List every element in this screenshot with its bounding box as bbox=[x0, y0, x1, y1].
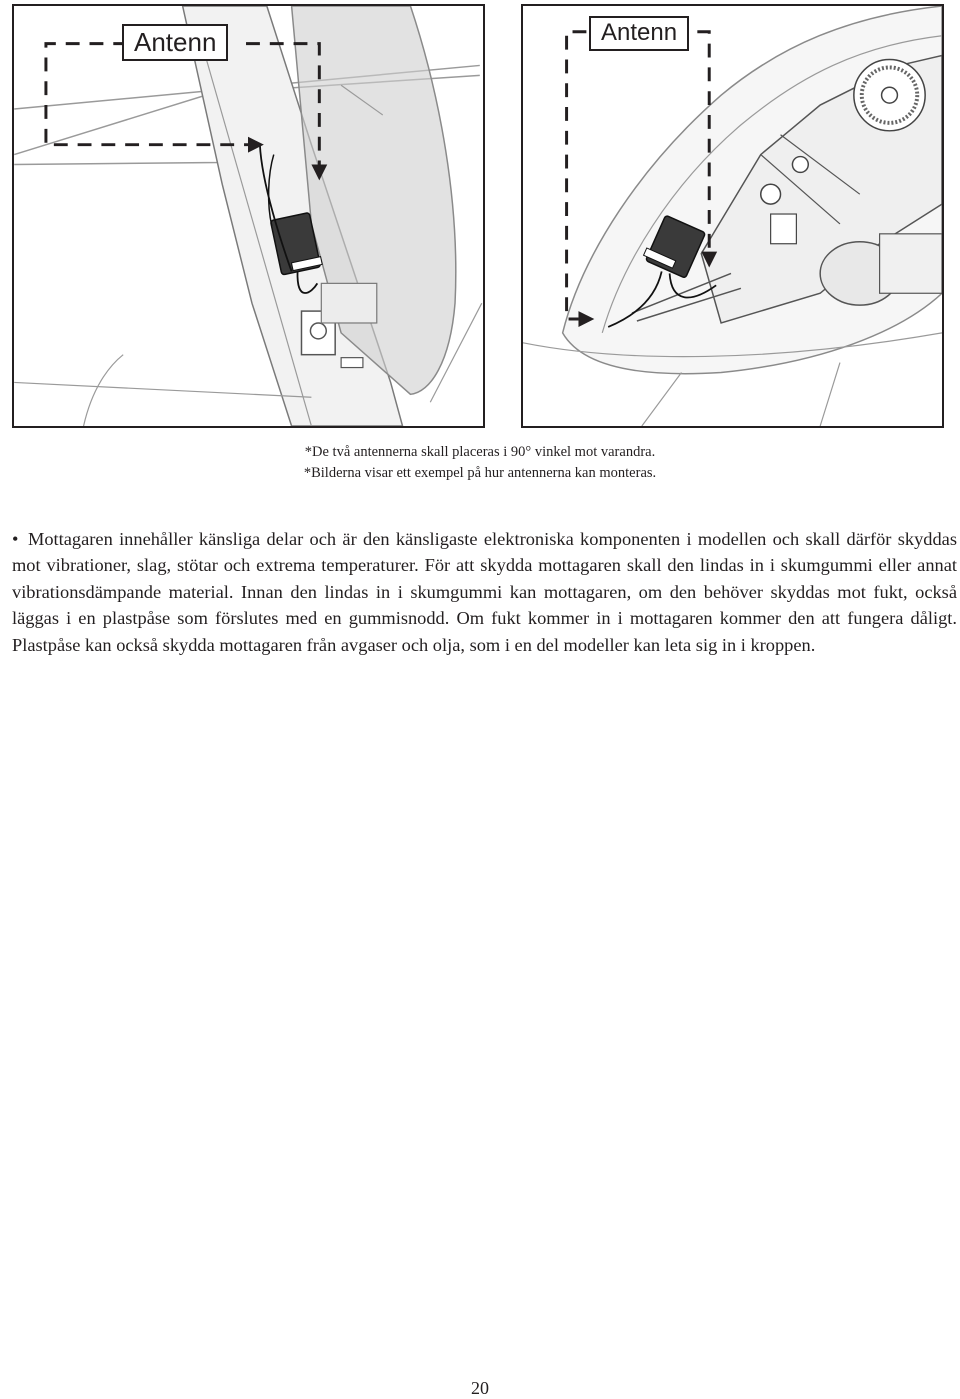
antenna-label-right: Antenn bbox=[589, 16, 689, 51]
bullet-icon: • bbox=[12, 529, 19, 549]
figure-caption-example: *Bilderna visar ett exempel på hur antennerna kan monteras. bbox=[303, 465, 657, 481]
body-paragraph-text: Mottagaren innehåller känsliga delar och är den känsligaste elektroniska komponenten i modellen och skall därför skyddas mot vibrationer, slag, stötar och extrema temperaturer. För att skydda mottagaren skall den lindas in i skumgummi eller annat vibrationsdämpande material. Innan den lindas in i skumgummi kan mottagaren, om den behöver skyddas mot fukt, också läggas i en plastpåse som förslutes med en gummisnodd. Om fukt kommer in i mottagaren kommer den att fungera dåligt. Plastpåse kan också skydda mottagaren från avgaser och olja, som i en del modeller kan leta sig in i kroppen. bbox=[12, 529, 957, 655]
airplane-illustration bbox=[14, 6, 483, 426]
antenna-label-left: Antenn bbox=[122, 24, 228, 61]
helicopter-illustration bbox=[523, 6, 942, 426]
figure-helicopter bbox=[521, 4, 944, 428]
page-number: 20 bbox=[471, 1378, 489, 1398]
figure-caption-angle: *De två antennerna skall placeras i 90° vinkel mot varandra. bbox=[304, 444, 656, 460]
figure-airplane bbox=[12, 4, 485, 428]
body-paragraph bbox=[12, 526, 957, 658]
